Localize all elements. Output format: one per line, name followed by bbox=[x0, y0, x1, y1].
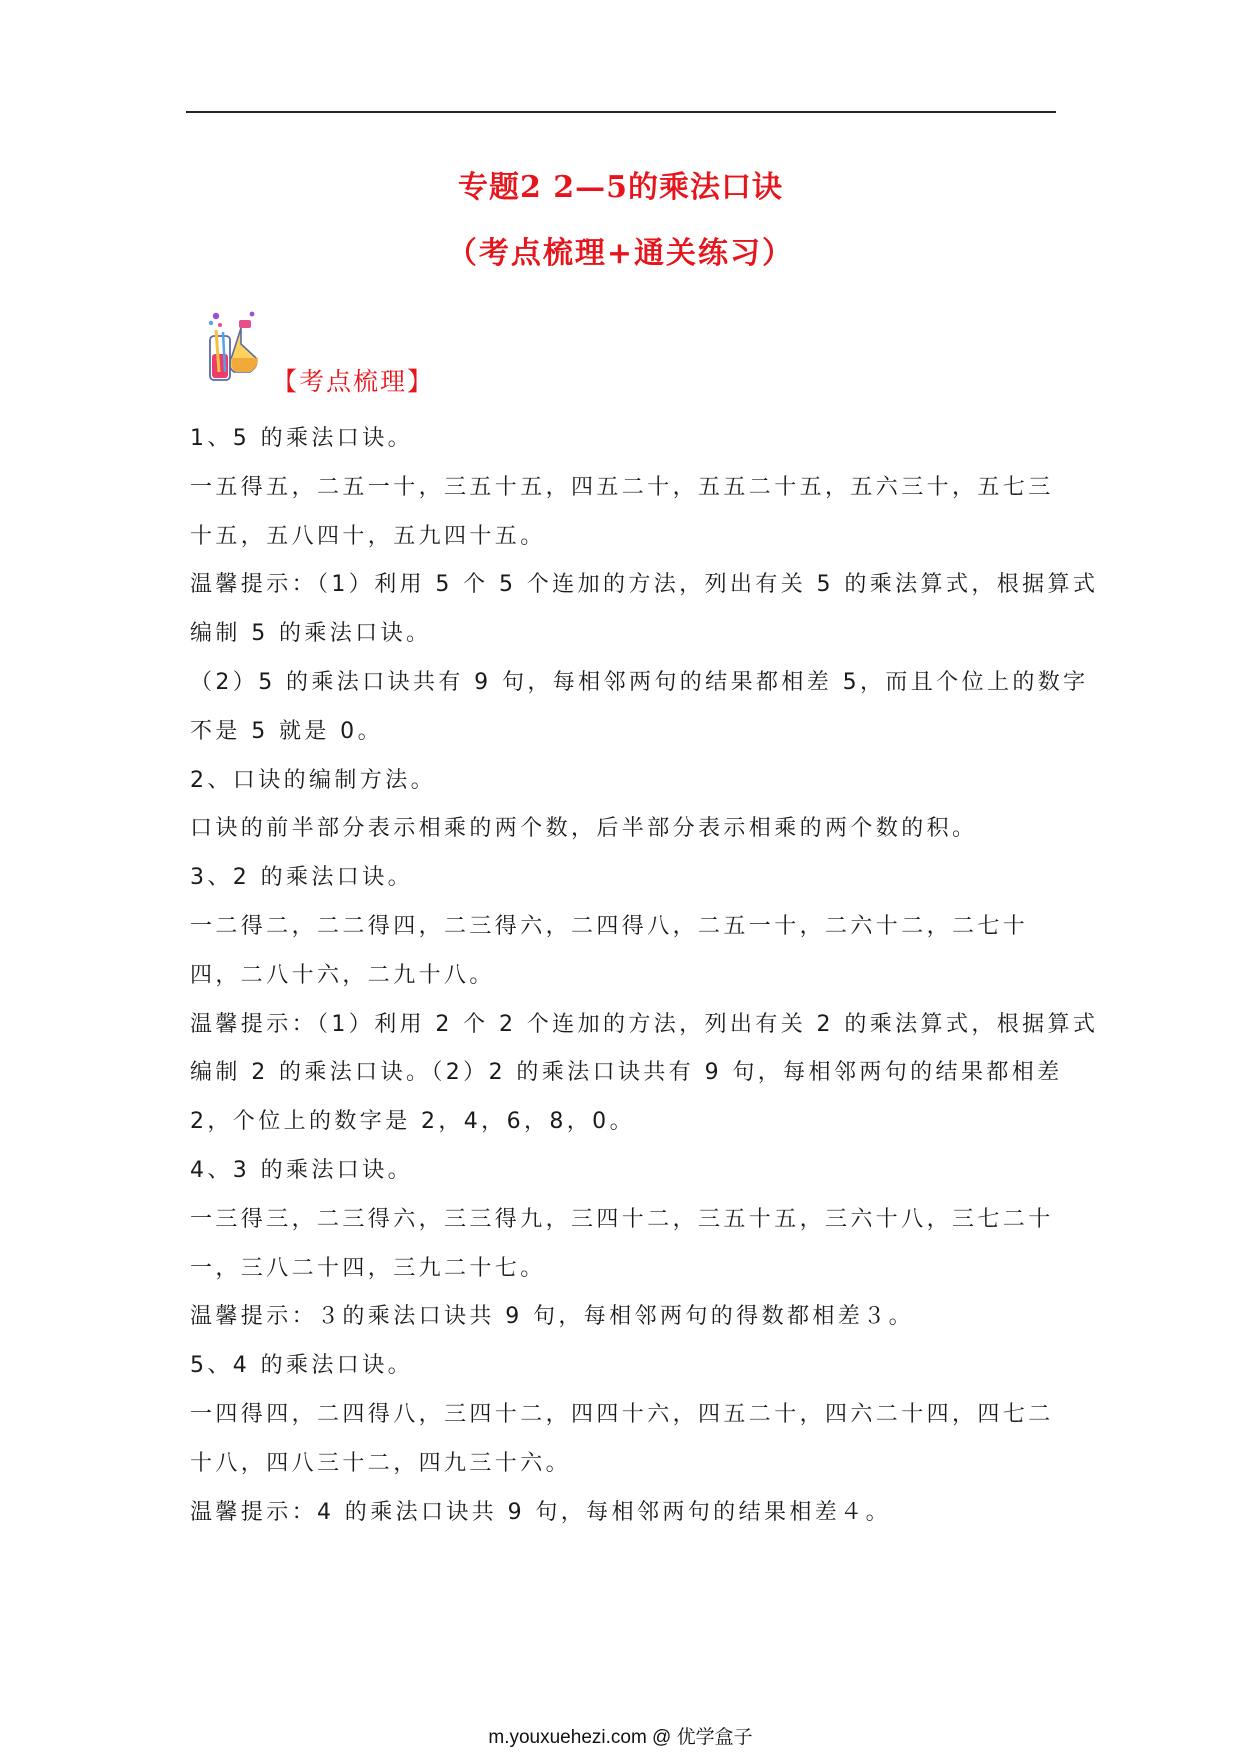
content-line: 4、3 的乘法口诀。 bbox=[190, 1157, 413, 1183]
flask-icon bbox=[206, 310, 262, 386]
content-line: 温馨提示：（1）利用 2 个 2 个连加的方法，列出有关 2 的乘法算式，根据算式 bbox=[190, 1011, 1099, 1037]
content-line: 5、4 的乘法口诀。 bbox=[190, 1353, 413, 1379]
content-line: 温馨提示：３的乘法口诀共 9 句，每相邻两句的得数都相差３。 bbox=[190, 1304, 914, 1330]
content-line: 一三得三，二三得六，三三得九，三四十二，三五十五，三六十八，三七二十 bbox=[190, 1206, 1054, 1232]
content-line: 编制 5 的乘法口诀。 bbox=[190, 621, 432, 647]
section-label: 【考点梳理】 bbox=[272, 367, 435, 396]
footer-source: m.youxuehezi.com @ 优学盒子 bbox=[488, 1727, 753, 1748]
content-line: 编制 2 的乘法口诀。（2）2 的乘法口诀共有 9 句，每相邻两句的结果都相差 bbox=[190, 1060, 1063, 1086]
top-rule bbox=[186, 111, 1056, 113]
page-title: 专题2 2—5的乘法口诀 bbox=[457, 170, 784, 205]
content-line: 2，个位上的数字是 2，4，6，8，0。 bbox=[190, 1109, 635, 1135]
content-line: （2）5 的乘法口诀共有 9 句，每相邻两句的结果都相差 5，而且个位上的数字 bbox=[190, 669, 1089, 695]
content-line: 不是 5 就是 0。 bbox=[190, 718, 383, 744]
content-line: 一四得四，二四得八，三四十二，四四十六，四五二十，四六二十四，四七二 bbox=[190, 1401, 1054, 1427]
page-subtitle: （考点梳理+通关练习） bbox=[446, 236, 795, 271]
content-line: 温馨提示：4 的乘法口诀共 9 句，每相邻两句的结果相差４。 bbox=[190, 1499, 891, 1525]
content-line: 3、2 的乘法口诀。 bbox=[190, 865, 413, 891]
content-line: 十五，五八四十，五九四十五。 bbox=[190, 523, 546, 549]
content-line: 一二得二，二二得四，二三得六，二四得八，二五一十，二六十二，二七十 bbox=[190, 913, 1029, 939]
content-body bbox=[190, 415, 1099, 1537]
content-line: 温馨提示：（1）利用 5 个 5 个连加的方法，列出有关 5 的乘法算式，根据算式 bbox=[190, 572, 1099, 598]
content-line: 四，二八十六，二九十八。 bbox=[190, 962, 495, 988]
content-line: 一五得五，二五一十，三五十五，四五二十，五五二十五，五六三十，五七三 bbox=[190, 474, 1054, 500]
content-line: 十八，四八三十二，四九三十六。 bbox=[190, 1450, 572, 1476]
content-line: 1、5 的乘法口诀。 bbox=[190, 426, 413, 451]
content-line: 一，三八二十四，三九二十七。 bbox=[190, 1255, 546, 1281]
content-line: 口诀的前半部分表示相乘的两个数，后半部分表示相乘的两个数的积。 bbox=[190, 816, 978, 842]
content-line: 2、口诀的编制方法。 bbox=[190, 767, 436, 793]
